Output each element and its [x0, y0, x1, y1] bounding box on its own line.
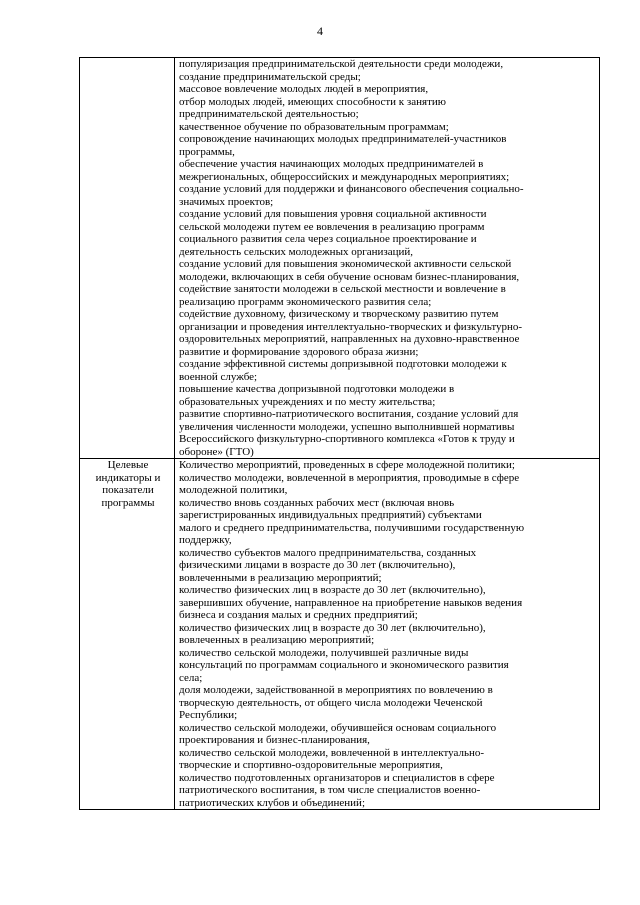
row-content-cell — [175, 58, 600, 459]
text-line: реализацию программ экономического развития села; — [179, 295, 432, 308]
text-line: доля молодежи, задействованной в мероприятиях по вовлечению в — [179, 684, 493, 696]
text-line: развитие спортивно-патриотического воспитания, создание условий для — [179, 408, 519, 420]
row-label-cell — [80, 58, 175, 459]
text-line: массовое вовлечение молодых людей в мероприятия, — [179, 83, 429, 95]
label-line: программы — [101, 496, 155, 509]
text-line: Всероссийского физкультурно-спортивного комплекса «Готов к труду и — [179, 433, 515, 445]
text-line: количество сельской молодежи, обучившейся основам социального — [179, 721, 497, 734]
text-line: патриотического воспитания, в том числе специалистов военно- — [179, 784, 481, 796]
text-line: повышение качества допризывной подготовки молодежи в — [179, 383, 455, 395]
text-line: создание условий для повышения уровня социальной активности — [179, 208, 487, 220]
text-line: количество сельской молодежи, вовлеченной в интеллектуально- — [179, 746, 485, 759]
text-line: проектирования и бизнес-планирования, — [179, 734, 370, 746]
text-line: программы, — [179, 145, 235, 158]
label-line: показатели — [102, 484, 154, 496]
table-row — [80, 58, 600, 459]
program-passport-table — [79, 57, 600, 810]
text-line: значимых проектов; — [179, 195, 274, 208]
row-content-cell — [175, 459, 600, 810]
text-line: вовлеченными в реализацию мероприятий; — [179, 571, 382, 584]
label-line: индикаторы и — [95, 471, 161, 484]
text-line: физическими лицами в возрасте до 30 лет (включительно), — [179, 559, 456, 571]
text-line: развитие и формирование здорового образа жизни; — [179, 345, 419, 358]
text-line: поддержку, — [179, 534, 232, 546]
text-line: популяризация предпринимательской деятельности среди молодежи, — [179, 58, 504, 70]
text-line: вовлеченных в реализацию мероприятий; — [179, 634, 375, 646]
row-label-cell — [80, 459, 175, 810]
text-line: завершивших обучение, направленное на приобретение навыков ведения — [179, 596, 523, 609]
text-line: создание эффективной системы допризывной подготовки молодежи к — [179, 358, 507, 370]
text-line: творческую деятельность, от общего числа молодежи Чеченской — [179, 696, 483, 709]
text-line: молодежной политики, — [179, 484, 288, 496]
text-line: малого и среднего предпринимательства, получившими государственную — [179, 521, 525, 534]
text-line: бизнеса и создания малых и средних предприятий; — [179, 609, 418, 621]
text-line: творческие и спортивно-оздоровительные мероприятия, — [179, 759, 443, 771]
text-line: содействие занятости молодежи в сельской местности и вовлечение в — [179, 283, 506, 295]
text-line: консультаций по программам социального и экономического развития — [179, 659, 509, 671]
text-line: предпринимательской деятельностью; — [179, 108, 359, 120]
text-line: обеспечение участия начинающих молодых предпринимателей в — [179, 158, 484, 170]
text-line: создание предпринимательской среды; — [179, 70, 361, 83]
text-line: Количество мероприятий, проведенных в сфере молодежной политики; — [179, 459, 515, 471]
text-line: отбор молодых людей, имеющих способности к занятию — [179, 95, 446, 108]
text-line: молодежи, включающих в себя обучение основам бизнес-планирования, — [179, 270, 520, 283]
text-line: количество физических лиц в возрасте до 30 лет (включительно), — [179, 584, 486, 596]
page-number: 4 — [317, 24, 323, 38]
text-line: количество вновь созданных рабочих мест (включая вновь — [179, 496, 455, 509]
text-line: Республики; — [179, 709, 238, 721]
text-line: организации и проведения интеллектуально-творческих и физкультурно- — [179, 320, 523, 333]
text-line: образовательных учреждениях и по месту жительства; — [179, 395, 436, 408]
text-line: увеличения численности молодежи, успешно выполнившей нормативы — [179, 420, 515, 433]
text-line: количество подготовленных организаторов и специалистов в сфере — [179, 771, 495, 784]
text-line: обороне» (ГТО) — [179, 445, 254, 458]
text-line: патриотических клубов и объединений; — [179, 796, 365, 809]
text-line: межрегиональных, общероссийских и международных мероприятиях; — [179, 170, 510, 183]
text-line: зарегистрированных индивидуальных предприятий) субъектами — [179, 509, 482, 521]
text-line: села; — [179, 671, 203, 684]
text-line: сельской молодежи путем ее вовлечения в реализацию программ — [179, 220, 485, 233]
text-line: сопровождение начинающих молодых предпринимателей-участников — [179, 133, 507, 145]
text-line: количество сельской молодежи, получившей различные виды — [179, 646, 469, 659]
text-line: количество субъектов малого предпринимательства, созданных — [179, 546, 477, 559]
text-line: социального развития села через социальное проектирование и — [179, 233, 477, 245]
label-line: Целевые — [107, 459, 149, 471]
text-line: содействие духовному, физическому и творческому развитию путем — [179, 308, 499, 320]
text-line: оздоровительных мероприятий, направленных на духовно-нравственное — [179, 333, 520, 345]
text-line: создание условий для поддержки и финансового обеспечения социально- — [179, 183, 524, 195]
text-line: создание условий для повышения экономической активности сельской — [179, 258, 512, 270]
table-row — [80, 459, 600, 810]
text-line: количество физических лиц в возрасте до 30 лет (включительно), — [179, 621, 486, 634]
text-line: качественное обучение по образовательным программам; — [179, 120, 449, 133]
text-line: количество молодежи, вовлеченной в мероприятия, проводимые в сфере — [179, 471, 520, 484]
text-line: деятельность сельских молодежных организаций, — [179, 245, 414, 258]
text-line: военной службе; — [179, 370, 258, 383]
